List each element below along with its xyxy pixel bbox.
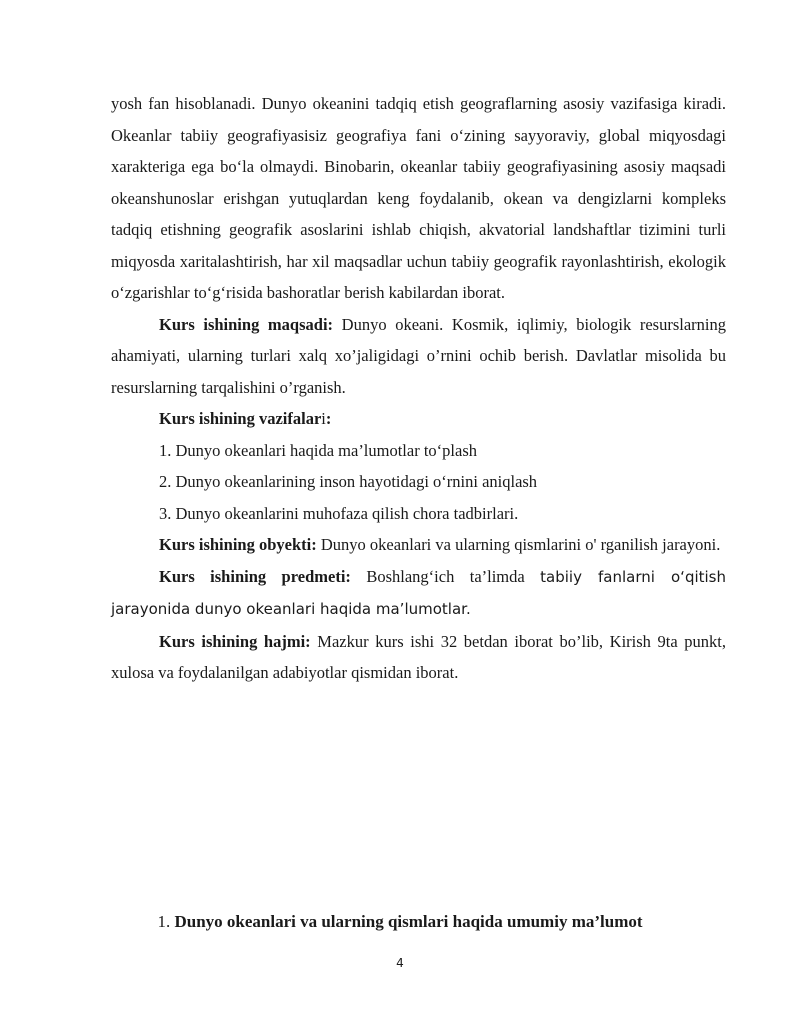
task-item-2: 2. Dunyo okeanlarining inson hayotidagi o‘rnini aniqlash <box>159 472 538 491</box>
section-title: Dunyo okeanlari va ularning qismlari haqida umumiy ma’lumot <box>174 912 643 931</box>
tasks-heading <box>111 403 726 435</box>
subject-text: Boshlang‘ich ta’limda <box>350 566 541 586</box>
volume-paragraph <box>111 626 726 689</box>
goal-paragraph <box>111 309 726 404</box>
intro-paragraph: yosh fan hisoblanadi. Dunyo okeanini tadqiq etish geograflarning asosiy vazifasiga kiradi. Okeanlar tabiiy geografiyasisiz geografiya fani o‘zining sayyoraviy, global miqyosdagi xarakteriga ega bo‘la olmaydi. Binobarin, okeanlar tabiiy geografiyasining asosiy maqsadi okeanshunoslar erishgan yutuqlardan keng foydalanib, okean va dengizlarni kompleks tadqiq etishning geografik asoslarini ishlab chiqish, akvatorial landshaftlar tizimini turli miqyosda xaritalashtirish, har xil maqsadlar uchun tabiiy geografik rayonlashtirish, ekologik o‘zgarishlar to‘g‘risida bashoratlar berish kabilardan iborat. <box>111 94 726 302</box>
goal-label: Kurs ishining maqsadi: <box>159 314 334 334</box>
goal-text: Dunyo okeani. Kosmik, iqlimiy, biologik resurslarning ahamiyati, ularning turlari xalq xo’jaligidagi o’rnini ochib berish. Davlatlar misolida bu resurslarning tarqalishini o’rganish. <box>111 314 726 397</box>
volume-label: Kurs ishining hajmi: <box>159 631 311 651</box>
tasks-label: Kurs ishining vazifalar <box>159 409 322 428</box>
subject-text-sans: tabiiy fanlarni o‘qitish jarayonida dunyo okeanlari haqida ma’lumotlar. <box>111 567 726 618</box>
task-item-3: 3. Dunyo okeanlarini muhofaza qilish chora tadbirlari. <box>159 503 519 523</box>
page-number: 4 <box>396 956 404 970</box>
object-label: Kurs ishining obyekti: <box>159 535 317 554</box>
tasks-label-colon: : <box>325 409 332 428</box>
object-text: Dunyo okeanlari va ularning qismlarini o' rganilish jarayoni. <box>316 535 721 554</box>
page-body <box>111 88 726 689</box>
section-number: 1. <box>157 912 175 931</box>
volume-text: Mazkur kurs ishi 32 betdan iborat bo’lib, Kirish 9ta punkt, xulosa va foydalanilgan adabiyotlar qismidan iborat. <box>111 631 726 682</box>
tasks-label-tail: i <box>321 409 326 428</box>
object-paragraph <box>111 529 726 561</box>
subject-paragraph <box>111 561 726 626</box>
section-heading <box>0 912 800 932</box>
task-item-1: 1. Dunyo okeanlari haqida ma’lumotlar to‘plash <box>159 440 477 460</box>
subject-label: Kurs ishining predmeti: <box>159 566 351 586</box>
